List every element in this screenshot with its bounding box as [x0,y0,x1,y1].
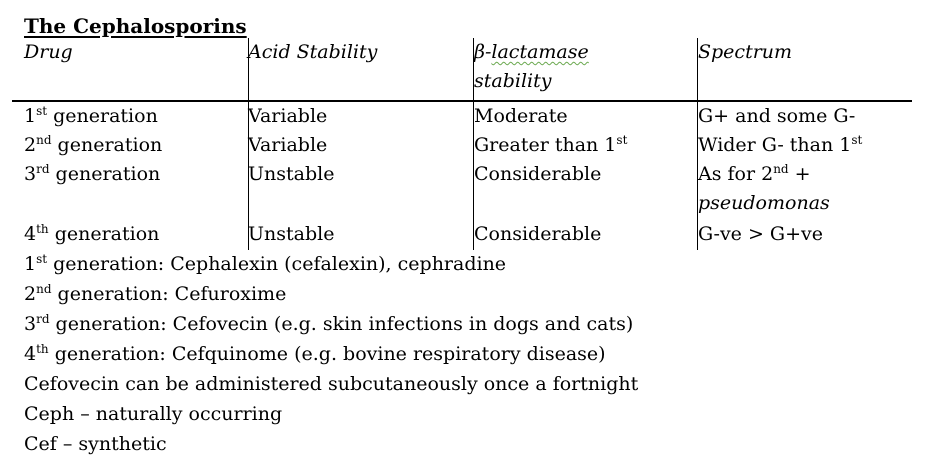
row-generation [24,220,159,249]
beta-suffix: st [616,133,628,147]
note-line [24,429,914,459]
generation-label: generation [51,134,163,156]
table-row [12,131,900,160]
table-row [12,220,900,249]
header-acid-stability: Acid Stability [248,41,378,63]
row-acid-stability: Unstable [248,163,335,185]
note-line [24,369,914,399]
note-text: generation: Cefovecin (e.g. skin infections in dogs and cats) [49,313,634,335]
note-number: 4 [24,343,37,365]
spectrum-suffix: st [851,133,863,147]
page-title: The Cephalosporins [24,14,247,38]
header-beta-prefix: β- [474,41,492,63]
generation-label: generation [49,163,161,185]
note-line [24,279,914,309]
header-beta-line2: stability [474,70,552,92]
generation-suffix: nd [36,133,52,147]
table-row [12,160,900,220]
table-row [12,102,900,131]
note-line [24,399,914,429]
generation-label: generation [48,223,160,245]
beta-text: Greater than 1 [474,134,617,156]
row-generation [24,160,160,189]
row-beta-stability: Considerable [474,163,602,185]
note-suffix: rd [36,312,50,326]
note-suffix: nd [36,282,52,296]
note-text: Ceph – naturally occurring [24,403,283,425]
row-spectrum [698,160,830,218]
table-header-row [12,38,900,100]
note-suffix: st [36,252,48,266]
note-suffix: th [36,342,49,356]
note-line [24,339,914,369]
row-spectrum: G-ve > G+ve [698,223,824,245]
notes-list [24,249,914,459]
note-line [24,309,914,339]
row-beta-stability: Moderate [474,105,568,127]
spectrum-after: + [788,163,811,185]
header-beta-word: lactamase [491,41,589,63]
row-generation [24,131,162,160]
row-acid-stability: Variable [248,134,328,156]
row-acid-stability: Variable [248,105,328,127]
row-beta-stability: Considerable [474,223,602,245]
spectrum-line2: pseudomonas [698,192,830,214]
generation-number: 3 [24,163,37,185]
spectrum-text: As for 2 [698,163,774,185]
row-spectrum [698,131,862,160]
generation-suffix: rd [36,162,50,176]
note-number: 2 [24,283,37,305]
note-text: Cef – synthetic [24,433,167,455]
header-drug: Drug [24,41,73,63]
row-beta-stability [474,131,627,160]
note-number: 1 [24,253,37,275]
note-line [24,249,914,279]
note-text: generation: Cefquinome (e.g. bovine respiratory disease) [48,343,606,365]
spectrum-suffix: nd [773,162,789,176]
note-number: 3 [24,313,37,335]
header-spectrum: Spectrum [698,41,793,63]
row-spectrum: G+ and some G- [698,105,856,127]
generation-suffix: st [36,104,48,118]
header-beta-lactamase-stability [474,38,589,96]
row-generation [24,102,158,131]
table-body [12,102,900,249]
generation-suffix: th [36,222,49,236]
note-text: generation: Cephalexin (cefalexin), cephradine [47,253,507,275]
generation-number: 4 [24,223,37,245]
spectrum-text: Wider G- than 1 [698,134,852,156]
cephalosporin-table [12,38,900,249]
generation-number: 2 [24,134,37,156]
note-text: generation: Cefuroxime [51,283,287,305]
generation-label: generation [47,105,158,127]
generation-number: 1 [24,105,37,127]
note-text: Cefovecin can be administered subcutaneously once a fortnight [24,373,639,395]
row-acid-stability: Unstable [248,223,335,245]
document [24,14,914,459]
